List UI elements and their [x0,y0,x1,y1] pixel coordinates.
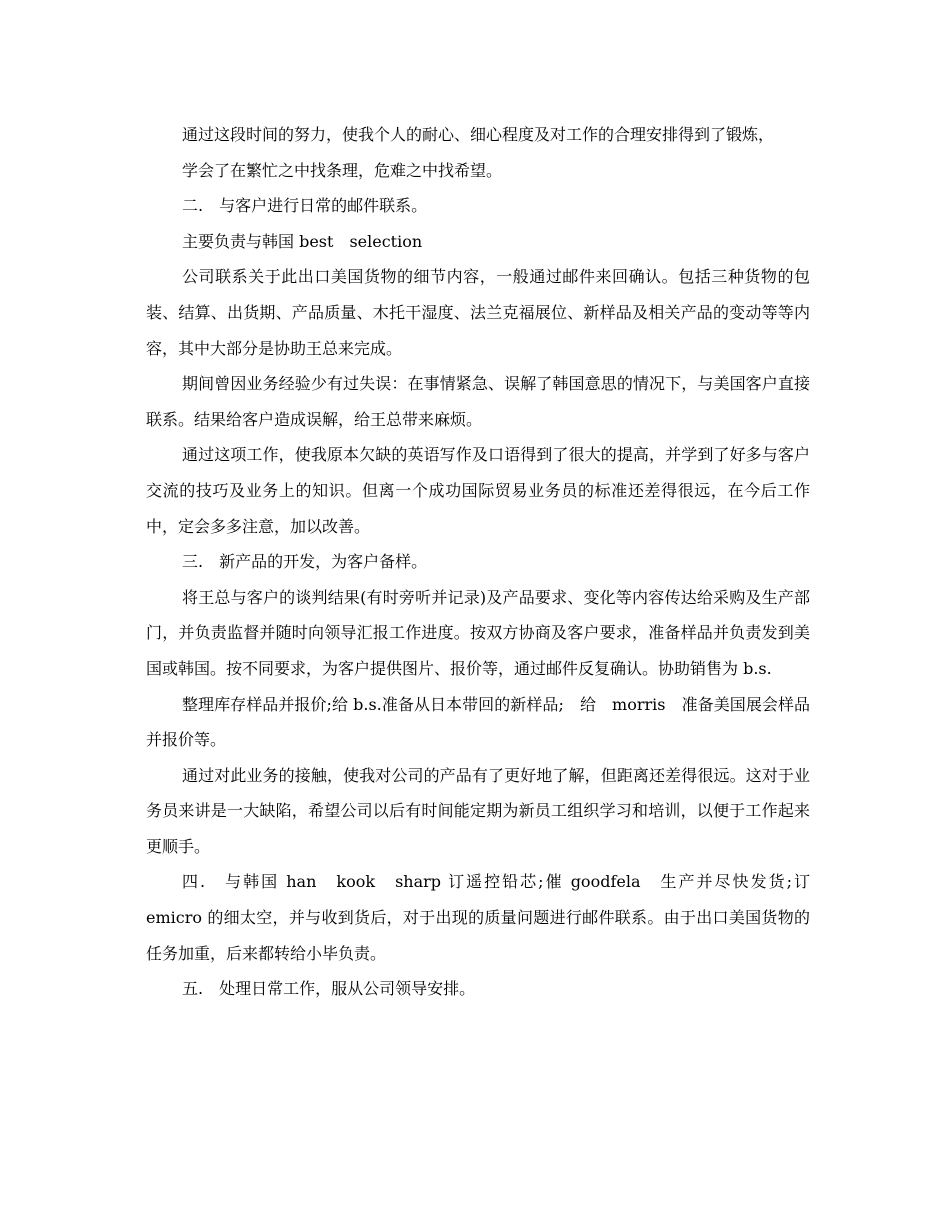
section-heading-five: 五. 处理日常工作，服从公司领导安排。 [182,979,476,999]
paragraph-export-details: 公司联系关于此出口美国货物的细节内容，一般通过邮件来回确认。包括三种货物的包装、结算、出货期、产品质量、木托干湿度、法兰克福展位、新样品及相关产品的变动等等内容，其中大部分是协助王总来完成。 [146,267,810,358]
paragraph-effort-summary: 通过这段时间的努力，使我个人的耐心、细心程度及对工作的合理安排得到了锻炼， [182,125,775,144]
paragraph-inventory-samples: 整理库存样品并报价;给 b.s.准备从日本带回的新样品; 给 morris 准备美国展会样品并报价等。 [146,694,810,750]
document-page [146,117,810,1007]
paragraph-english-improvement: 通过这项工作，使我原本欠缺的英语写作及口语得到了很大的提高，并学到了好多与客户交流的技巧及业务上的知识。但离一个成功国际贸易业务员的标准还差得很远，在今后工作中，定会多多注意，加以改善。 [146,445,810,536]
paragraph-mistakes: 期间曾因业务经验少有过失误：在事情紧急、误解了韩国意思的情况下，与美国客户直接联系。结果给客户造成误解，给王总带来麻烦。 [146,374,810,429]
section-heading-four: 四. 与韩国 han kook sharp 订遥控铅芯;催 goodfela 生产并尽快发货;订 emicro 的细太空，并与收到货后，对于出现的质量问题进行邮件联系。由于出口美国货物的任务加重，后来都转给小毕负责。 [146,872,810,963]
paragraph-negotiation-results: 将王总与客户的谈判结果(有时旁听并记录)及产品要求、变化等内容传达给采购及生产部门，并负责监督并随时向领导汇报工作进度。按双方协商及客户要求，准备样品并负责发到美国或韩国。按不同要求，为客户提供图片、报价等，通过邮件反复确认。协助销售为 b.s. [146,587,810,678]
paragraph-product-understanding: 通过对此业务的接触，使我对公司的产品有了更好地了解，但距离还差得很远。这对于业务员来讲是一大缺陷，希望公司以后有时间能定期为新员工组织学习和培训，以便于工作起来更顺手。 [146,765,810,856]
section-heading-three: 三. 新产品的开发，为客户备样。 [182,552,428,572]
section-heading-two: 二. 与客户进行日常的邮件联系。 [182,196,428,216]
paragraph-learned-order: 学会了在繁忙之中找条理，危难之中找希望。 [182,160,503,180]
paragraph-korea-contact: 主要负责与韩国 best selection [182,231,423,251]
